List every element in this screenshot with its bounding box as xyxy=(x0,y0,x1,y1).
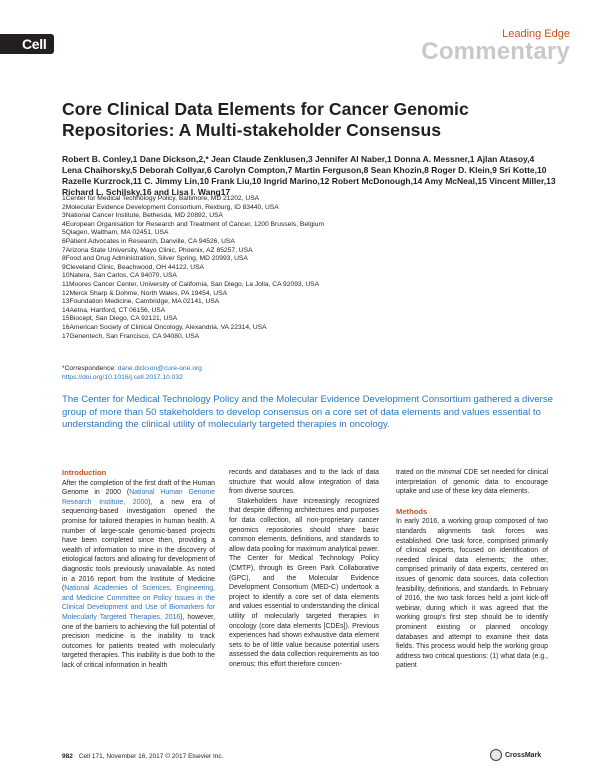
section-label: Leading Edge xyxy=(502,28,570,40)
affiliation: 11Moores Cancer Center, University of California, San Diego, La Jolla, CA 92093, USA xyxy=(62,280,320,288)
affiliation: 4European Organisation for Research and Treatment of Cancer, 1200 Brussels, Belgium xyxy=(62,220,325,228)
reference-link[interactable]: National Academies of Sciences, Engineering, and Medicine Committee on Policy Issues in the Clinical Development and Use of Biomarkers for Molecularly Targeted Therapies, 2016 xyxy=(62,585,215,621)
affiliation: 2Molecular Evidence Development Consortium, Rexburg, ID 83440, USA xyxy=(62,203,279,211)
affiliation: 16American Society of Clinical Oncology, Alexandria, VA 22314, USA xyxy=(62,323,267,331)
paragraph: trated on the minimal CDE set needed for clinical interpretation of genomic data to encourage uptake and use of these key data elements. xyxy=(396,469,549,496)
affiliation: 15Biocept, San Diego, CA 92121, USA xyxy=(62,315,178,323)
affiliation: 7Arizona State University, Mayo Clinic, Phoenix, AZ 85257, USA xyxy=(62,246,253,254)
section-heading-introduction: Introduction xyxy=(62,468,107,477)
affiliation: 3National Cancer Institute, Bethesda, MD 20892, USA xyxy=(62,212,223,220)
affiliation: 9Cleveland Clinic, Beachwood, OH 44122, USA xyxy=(62,263,205,271)
affiliation: 17Genentech, San Francisco, CA 94080, USA xyxy=(62,332,200,340)
body-column-1 xyxy=(62,468,215,670)
page-number: 982 xyxy=(62,753,73,760)
article-title: Core Clinical Data Elements for Cancer Genomic Repositories: A Multi-stakeholder Consensus xyxy=(62,99,469,140)
affiliation: 14Aetna, Hartford, CT 06156, USA xyxy=(62,306,166,314)
paragraph: records and databases and to the lack of data structure that would allow integration of data from diverse sources. xyxy=(229,469,379,496)
author-list: Robert B. Conley,1 Dane Dickson,2,* Jean Claude Zenklusen,3 Jennifer Al Naber,1 Donna A. Messner,1 Ajlan Atasoy,4 Lena Chaihorsky,5 Deborah Collyar,6 Carolyn Compton,7 Martin Ferguson,8 Sean Khozin,8 Roger D. Klein,9 Sri Kotte,10 Razelle Kurzrock,11 C. Jimmy Lin,10 Frank Liu,10 Ingrid Marino,12 Robert McDonough,14 Amy McNeal,15 Vincent Miller,13 Richard L. Schilsky,16 and Lisa I. Wang17 xyxy=(62,154,556,197)
paragraph: Stakeholders have increasingly recognized that despite differing architectures and purposes for data collection, all non-proprietary cancer genomics repositories should share basic common elements, definitions, and standards to allow data pooling for maximum analytical power. The Center for Medical Technology Policy (CMTP), through its Green Park Collaborative (GPC), and the Molecular Evidence Development Consortium (MED-C) undertook a project to identify a core set of data elements and values essential to understanding the clinical utility of molecularly targeted therapies in oncology (core data elements [CDEs]). Previous experiences had shown exhaustive data element sets to be of little value because potential users assessed the data collection requirements as too onerous; this effort therefore concen- xyxy=(229,497,379,668)
journal-logo: Cell xyxy=(0,32,48,56)
reference-link[interactable]: National Human Genome Research Institute, 2000 xyxy=(62,489,215,506)
crossmark-badge[interactable]: CrossMark xyxy=(490,748,552,762)
affiliation: 5Qiagen, Waltham, MA 02451, USA xyxy=(62,229,169,237)
citation-line: Cell 171, November 16, 2017 © 2017 Elsevier Inc. xyxy=(78,753,224,760)
page-footer xyxy=(62,753,223,760)
correspondence: *Correspondence: dane.dickson@cure-one.org xyxy=(62,365,202,372)
doi-link[interactable]: https://doi.org/10.1016/j.cell.2017.10.032 xyxy=(62,374,183,381)
affiliation: 8Food and Drug Administration, Silver Spring, MD 20993, USA xyxy=(62,255,248,263)
body-column-2 xyxy=(229,468,379,669)
affiliation: 12Merck Sharp & Dohme, North Wales, PA 19454, USA xyxy=(62,289,228,297)
affiliation: 6Patient Advocates in Research, Danville, CA 94526, USA xyxy=(62,237,235,245)
body-column-3 xyxy=(396,468,548,671)
affiliation: 10Natera, San Carlos, CA 94070, USA xyxy=(62,272,177,280)
paragraph: In early 2016, a working group composed of two standards alignments task forces was established. One task force, comprised primarily of clinical experts, focused on identification of needed clinical data elements; the other, comprised primarily of data experts, centered on issues of genomic data sources, data collection feasibility, definitions, and standards. In February of 2016, the two task forces held a joint kick-off webinar, during which it was agreed that the working group's first step should be to identify prominent existing or planned oncology databases and attempt to examine their data fields. This process would help the working group address two critical questions: (1) what data (e.g., patient xyxy=(396,518,548,670)
affiliation: 1Center for Medical Technology Policy, Baltimore, MD 21202, USA xyxy=(62,195,260,202)
section-heading-methods: Methods xyxy=(396,506,428,516)
affiliation: 13Foundation Medicine, Cambridge, MA 02141, USA xyxy=(62,298,220,306)
crossmark-icon xyxy=(490,749,502,761)
section-type: Commentary xyxy=(421,38,570,65)
affiliation-list xyxy=(62,195,557,341)
correspondence-email-link[interactable]: dane.dickson@cure-one.org xyxy=(117,365,202,372)
paragraph: After the completion of the first draft of the Human Genome in 2000 (National Human Genome Research Institute, 2000), a new era of sequencing-based investigation opened the promise for tailored therapies in human health. A number of large-scale genomic-based projects have been completed since then, providing a wealth of information to mine in the discovery of etiological factors and allowing for development of diagnostic tools previously unavailable. As noted in a 2016 report from the Institute of Medicine (National Academies of Sciences, Engineering, and Medicine Committee on Policy Issues in the Clinical Development and Use of Biomarkers for Molecularly Targeted Therapies, 2016), however, one of the barriers to achieving the full potential of precision medicine is the inability to track outcomes for patients treated with molecularly targeted therapies. This inability is due both to the lack of critical information in health xyxy=(62,479,216,669)
abstract: The Center for Medical Technology Policy and the Molecular Evidence Development Consortium gathered a diverse group of more than 50 stakeholders to develop consensus on a core set of data elements and values essential to understanding the clinical utility of molecularly targeted therapies in oncology. xyxy=(62,394,553,430)
